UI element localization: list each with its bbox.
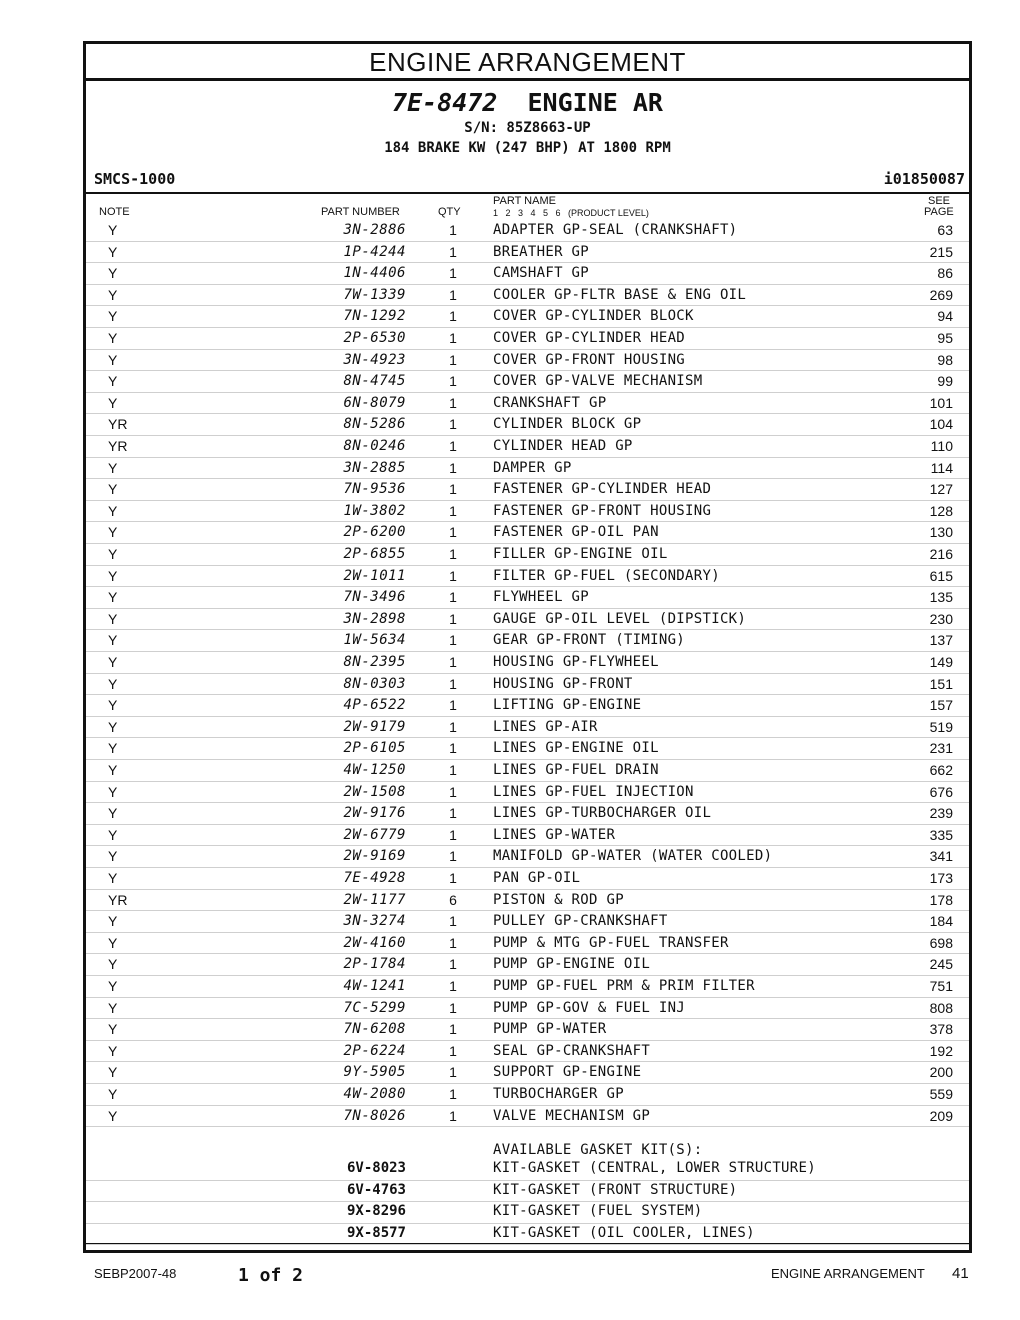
see-page-cell: 86 <box>937 265 953 282</box>
part-number-cell: 3N-3274 <box>343 913 406 930</box>
table-row <box>86 1040 969 1063</box>
table-row <box>86 608 969 631</box>
part-number-cell: 2W-6779 <box>343 826 406 843</box>
document-heading <box>86 88 969 158</box>
note-cell: Y <box>108 956 118 973</box>
part-number-cell: 2P-6200 <box>343 524 406 541</box>
table-row <box>86 586 969 609</box>
note-cell: Y <box>108 610 118 627</box>
column-header-qty: QTY <box>438 206 461 218</box>
serial-number: S/N: 85Z8663-UP <box>464 120 591 136</box>
note-cell: Y <box>108 589 118 606</box>
part-number-cell: 2W-1177 <box>343 891 406 908</box>
part-name-cell: SEAL GP-CRANKSHAFT <box>493 1042 651 1059</box>
qty-cell: 1 <box>449 934 457 951</box>
qty-cell: 1 <box>449 610 457 627</box>
note-cell: Y <box>108 934 118 951</box>
qty-cell: 1 <box>449 502 457 519</box>
model-line <box>86 88 969 118</box>
see-page-cell: 63 <box>937 222 953 238</box>
see-page-cell: 130 <box>929 524 953 541</box>
table-row <box>86 845 969 868</box>
qty-cell: 1 <box>449 459 457 476</box>
see-page-cell: 184 <box>929 913 953 930</box>
part-name-cell: LINES GP-FUEL DRAIN <box>493 762 659 778</box>
part-number-cell: 6N-8079 <box>343 394 406 411</box>
qty-cell: 1 <box>449 286 457 303</box>
part-number-cell: 2W-1011 <box>343 567 406 584</box>
gasket-kit-row <box>86 1223 969 1246</box>
table-row <box>86 802 969 825</box>
table-row <box>86 305 969 328</box>
smcs-code: SMCS-1000 <box>94 170 176 188</box>
table-row <box>86 932 969 955</box>
see-page-cell: 230 <box>929 610 953 627</box>
see-page-cell: 114 <box>930 459 953 476</box>
part-name-cell: LINES GP-AIR <box>493 718 598 735</box>
part-number-cell: 2P-1784 <box>343 956 406 973</box>
part-name-cell: HOUSING GP-FLYWHEEL <box>493 654 659 670</box>
qty-cell: 1 <box>449 762 457 778</box>
see-page-cell: 269 <box>929 286 953 303</box>
part-name-cell: CYLINDER BLOCK GP <box>493 416 642 433</box>
table-row <box>86 975 969 998</box>
table-row <box>86 737 969 760</box>
part-name-cell: GEAR GP-FRONT (TIMING) <box>493 632 686 649</box>
part-number-cell: 1W-5634 <box>343 632 406 649</box>
part-number-cell: 1P-4244 <box>343 243 406 260</box>
note-cell: Y <box>108 481 118 498</box>
kit-part-number: 9X-8577 <box>346 1224 406 1241</box>
kit-part-number: 9X-8296 <box>346 1203 406 1220</box>
kit-part-number: 6V-4763 <box>346 1181 406 1198</box>
gasket-kit-row <box>86 1158 969 1181</box>
part-name-cell: LINES GP-WATER <box>493 826 616 843</box>
see-page-cell: 178 <box>929 891 953 908</box>
table-row <box>86 457 969 480</box>
table-row <box>86 241 969 264</box>
note-cell: Y <box>108 546 118 562</box>
note-cell: Y <box>108 502 118 519</box>
part-number-cell: 2P-6105 <box>343 740 406 757</box>
note-cell: Y <box>108 740 118 757</box>
part-name-cell: BREATHER GP <box>493 243 590 260</box>
section-title-bar <box>86 44 969 81</box>
part-name-cell: FILTER GP-FUEL (SECONDARY) <box>493 567 720 584</box>
note-cell: Y <box>108 373 118 390</box>
see-page-cell: 149 <box>929 654 953 670</box>
qty-cell: 1 <box>449 438 457 454</box>
qty-cell: 1 <box>449 524 457 541</box>
section-title: ENGINE ARRANGEMENT <box>369 47 686 77</box>
part-number-cell: 3N-2898 <box>343 610 406 627</box>
part-name-cell: FLYWHEEL GP <box>493 589 590 606</box>
qty-cell: 1 <box>449 567 457 584</box>
table-row <box>86 651 969 674</box>
part-number-cell: 8N-0303 <box>343 675 406 692</box>
qty-cell: 1 <box>449 416 457 433</box>
column-header-note: NOTE <box>99 206 130 218</box>
note-cell: Y <box>108 654 118 670</box>
see-page-cell: 101 <box>929 394 953 411</box>
part-name-cell: PUMP GP-GOV & FUEL INJ <box>493 999 686 1016</box>
see-page-cell: 245 <box>929 956 953 973</box>
table-row <box>86 219 969 242</box>
table-row <box>86 543 969 566</box>
part-name-cell: LINES GP-FUEL INJECTION <box>493 783 694 800</box>
qty-cell: 1 <box>449 222 457 238</box>
part-number-cell: 2P-6530 <box>343 330 406 346</box>
qty-cell: 1 <box>449 373 457 390</box>
column-header-product-level: 1 2 3 4 5 6 (PRODUCT LEVEL) <box>493 208 649 218</box>
table-row <box>86 694 969 717</box>
qty-cell: 1 <box>449 978 457 994</box>
qty-cell: 1 <box>449 1021 457 1038</box>
qty-cell: 1 <box>449 243 457 260</box>
qty-cell: 1 <box>449 697 457 714</box>
note-cell: YR <box>108 438 128 454</box>
note-cell: Y <box>108 1042 118 1059</box>
header-divider <box>86 192 969 194</box>
part-name-cell: CYLINDER HEAD GP <box>493 438 633 454</box>
table-row <box>86 781 969 804</box>
part-name-cell: TURBOCHARGER GP <box>493 1086 624 1102</box>
see-page-cell: 676 <box>929 783 953 800</box>
note-cell: Y <box>108 394 118 411</box>
note-cell: Y <box>108 1064 118 1081</box>
qty-cell: 1 <box>449 1107 457 1124</box>
note-cell: Y <box>108 330 118 346</box>
qty-cell: 1 <box>449 1042 457 1059</box>
illustration-id: i01850087 <box>883 170 965 188</box>
part-name-cell: FILLER GP-ENGINE OIL <box>493 546 668 562</box>
gasket-kit-row <box>86 1201 969 1224</box>
see-page-cell: 104 <box>929 416 953 433</box>
table-row <box>86 953 969 976</box>
note-cell: Y <box>108 718 118 735</box>
qty-cell: 1 <box>449 999 457 1016</box>
note-cell: Y <box>108 243 118 260</box>
part-name-cell: PUMP GP-WATER <box>493 1021 607 1038</box>
see-page-cell: 341 <box>929 848 953 865</box>
see-page-cell: 157 <box>929 697 953 714</box>
part-number-cell: 7N-6208 <box>343 1021 406 1038</box>
see-page-cell: 239 <box>929 805 953 822</box>
qty-cell: 1 <box>449 1086 457 1102</box>
part-name-cell: FASTENER GP-CYLINDER HEAD <box>493 481 712 498</box>
see-page-cell: 808 <box>929 999 953 1016</box>
table-row <box>86 349 969 372</box>
qty-cell: 1 <box>449 351 457 368</box>
see-page-cell: 128 <box>929 502 953 519</box>
part-number-cell: 3N-2886 <box>343 222 406 238</box>
part-name-cell: SUPPORT GP-ENGINE <box>493 1064 642 1081</box>
part-name-cell: PAN GP-OIL <box>493 870 581 886</box>
part-number-cell: 4P-6522 <box>343 697 406 714</box>
kit-name: KIT-GASKET (FRONT STRUCTURE) <box>493 1181 738 1198</box>
table-row <box>86 824 969 847</box>
part-name-cell: VALVE MECHANISM GP <box>493 1107 651 1124</box>
note-cell: Y <box>108 762 118 778</box>
table-row <box>86 370 969 393</box>
footer-doc-id: SEBP2007-48 <box>94 1266 177 1281</box>
see-page-cell: 209 <box>929 1107 953 1124</box>
note-cell: Y <box>108 805 118 822</box>
see-page-cell: 231 <box>929 740 953 757</box>
part-name-cell: COOLER GP-FLTR BASE & ENG OIL <box>493 286 747 303</box>
column-header-part-name: PART NAME <box>493 195 556 207</box>
table-row <box>86 500 969 523</box>
qty-cell: 1 <box>449 956 457 973</box>
qty-cell: 1 <box>449 783 457 800</box>
part-name-cell: DAMPER GP <box>493 459 572 476</box>
table-row <box>86 716 969 739</box>
qty-cell: 1 <box>449 308 457 325</box>
part-number-cell: 4W-1241 <box>343 978 406 994</box>
column-header-page: PAGE <box>924 206 954 218</box>
footer-page-of: 1 of 2 <box>238 1265 304 1286</box>
see-page-cell: 127 <box>929 481 953 498</box>
bottom-divider <box>86 1243 969 1244</box>
qty-cell: 1 <box>449 330 457 346</box>
qty-cell: 1 <box>449 913 457 930</box>
model-name: ENGINE AR <box>527 88 663 117</box>
qty-cell: 1 <box>449 394 457 411</box>
part-name-cell: COVER GP-CYLINDER BLOCK <box>493 308 694 325</box>
part-name-cell: PUMP GP-FUEL PRM & PRIM FILTER <box>493 978 755 994</box>
note-cell: YR <box>108 891 128 908</box>
part-name-cell: GAUGE GP-OIL LEVEL (DIPSTICK) <box>493 610 747 627</box>
note-cell: Y <box>108 567 118 584</box>
table-row <box>86 1061 969 1084</box>
note-cell: Y <box>108 308 118 325</box>
part-name-cell: PUMP GP-ENGINE OIL <box>493 956 651 973</box>
kit-part-number: 6V-8023 <box>346 1160 406 1176</box>
note-cell: Y <box>108 675 118 692</box>
see-page-cell: 95 <box>937 330 953 346</box>
part-number-cell: 2P-6224 <box>343 1042 406 1059</box>
part-number-cell: 2W-9169 <box>343 848 406 865</box>
table-row <box>86 435 969 458</box>
kit-name: KIT-GASKET (OIL COOLER, LINES) <box>493 1224 755 1241</box>
qty-cell: 1 <box>449 1064 457 1081</box>
see-page-cell: 192 <box>929 1042 953 1059</box>
part-name-cell: PUMP & MTG GP-FUEL TRANSFER <box>493 934 729 951</box>
see-page-cell: 335 <box>929 826 953 843</box>
note-cell: Y <box>108 870 118 886</box>
qty-cell: 1 <box>449 848 457 865</box>
kit-name: KIT-GASKET (CENTRAL, LOWER STRUCTURE) <box>493 1160 816 1176</box>
see-page-cell: 216 <box>929 546 953 562</box>
note-cell: Y <box>108 459 118 476</box>
note-cell: Y <box>108 978 118 994</box>
part-name-cell: PISTON & ROD GP <box>493 891 624 908</box>
qty-cell: 1 <box>449 870 457 886</box>
table-row <box>86 673 969 696</box>
note-cell: Y <box>108 999 118 1016</box>
see-page-cell: 173 <box>929 870 953 886</box>
note-cell: Y <box>108 265 118 282</box>
table-row <box>86 1105 969 1128</box>
table-row <box>86 392 969 415</box>
note-cell: Y <box>108 913 118 930</box>
qty-cell: 1 <box>449 589 457 606</box>
part-number-cell: 7N-1292 <box>343 308 406 325</box>
table-row <box>86 759 969 782</box>
qty-cell: 1 <box>449 675 457 692</box>
part-name-cell: ADAPTER GP-SEAL (CRANKSHAFT) <box>493 222 738 238</box>
table-row <box>86 889 969 912</box>
part-number-cell: 2W-4160 <box>343 934 406 951</box>
note-cell: Y <box>108 848 118 865</box>
part-number-cell: 4W-1250 <box>343 762 406 778</box>
part-name-cell: CAMSHAFT GP <box>493 265 590 282</box>
table-row <box>86 327 969 350</box>
part-number-cell: 3N-2885 <box>343 459 406 476</box>
table-row <box>86 997 969 1020</box>
see-page-cell: 378 <box>929 1021 953 1038</box>
note-cell: Y <box>108 632 118 649</box>
footer-section: ENGINE ARRANGEMENT <box>771 1266 925 1281</box>
see-page-cell: 698 <box>929 934 953 951</box>
table-row <box>86 478 969 501</box>
note-cell: YR <box>108 416 128 433</box>
part-number-cell: 1W-3802 <box>343 502 406 519</box>
qty-cell: 1 <box>449 718 457 735</box>
qty-cell: 1 <box>449 265 457 282</box>
part-name-cell: LINES GP-TURBOCHARGER OIL <box>493 805 712 822</box>
part-number-cell: 2P-6855 <box>343 546 406 562</box>
part-number-cell: 4W-2080 <box>343 1086 406 1102</box>
part-number-cell: 7N-9536 <box>343 481 406 498</box>
power-rating: 184 BRAKE KW (247 BHP) AT 1800 RPM <box>384 140 671 156</box>
part-number-cell: 7N-3496 <box>343 589 406 606</box>
see-page-cell: 137 <box>929 632 953 649</box>
part-number-cell: 8N-2395 <box>343 654 406 670</box>
footer-page-number: 41 <box>952 1265 969 1282</box>
part-name-cell: FASTENER GP-FRONT HOUSING <box>493 502 712 519</box>
kit-name: KIT-GASKET (FUEL SYSTEM) <box>493 1203 703 1220</box>
table-row <box>86 629 969 652</box>
note-cell: Y <box>108 1086 118 1102</box>
gasket-kit-row <box>86 1180 969 1203</box>
note-cell: Y <box>108 222 118 238</box>
qty-cell: 1 <box>449 740 457 757</box>
note-cell: Y <box>108 1021 118 1038</box>
column-header-see: SEE <box>928 195 951 207</box>
see-page-cell: 94 <box>937 308 953 325</box>
see-page-cell: 751 <box>929 978 953 994</box>
note-cell: Y <box>108 286 118 303</box>
see-page-cell: 200 <box>929 1064 953 1081</box>
part-name-cell: HOUSING GP-FRONT <box>493 675 633 692</box>
part-name-cell: MANIFOLD GP-WATER (WATER COOLED) <box>493 848 773 865</box>
table-row <box>86 867 969 890</box>
table-row <box>86 565 969 588</box>
part-number-cell: 9Y-5905 <box>343 1064 406 1081</box>
see-page-cell: 519 <box>929 718 953 735</box>
gasket-kit-title: AVAILABLE GASKET KIT(S): <box>493 1142 703 1158</box>
part-number-cell: 2W-1508 <box>343 783 406 800</box>
note-cell: Y <box>108 351 118 368</box>
table-row <box>86 521 969 544</box>
see-page-cell: 110 <box>930 438 953 454</box>
note-cell: Y <box>108 826 118 843</box>
part-number-cell: 8N-5286 <box>343 416 406 433</box>
model-number: 7E-8472 <box>392 88 498 117</box>
part-name-cell: COVER GP-CYLINDER HEAD <box>493 330 686 346</box>
see-page-cell: 615 <box>929 567 953 584</box>
part-name-cell: PULLEY GP-CRANKSHAFT <box>493 913 668 930</box>
note-cell: Y <box>108 524 118 541</box>
table-row <box>86 284 969 307</box>
column-header-part-number: PART NUMBER <box>321 206 400 218</box>
part-number-cell: 3N-4923 <box>343 351 406 368</box>
qty-cell: 6 <box>449 891 457 908</box>
part-name-cell: LIFTING GP-ENGINE <box>493 697 642 714</box>
part-number-cell: 2W-9176 <box>343 805 406 822</box>
part-number-cell: 2W-9179 <box>343 718 406 735</box>
part-number-cell: 7E-4928 <box>343 870 406 886</box>
see-page-cell: 135 <box>929 589 953 606</box>
see-page-cell: 559 <box>929 1086 953 1102</box>
part-number-cell: 1N-4406 <box>343 265 406 282</box>
qty-cell: 1 <box>449 546 457 562</box>
qty-cell: 1 <box>449 826 457 843</box>
see-page-cell: 662 <box>929 762 953 778</box>
qty-cell: 1 <box>449 654 457 670</box>
see-page-cell: 98 <box>937 351 953 368</box>
part-number-cell: 7N-8026 <box>343 1107 406 1124</box>
part-number-cell: 7C-5299 <box>343 999 406 1016</box>
see-page-cell: 215 <box>929 243 953 260</box>
part-number-cell: 8N-4745 <box>343 373 406 390</box>
table-row <box>86 1083 969 1106</box>
see-page-cell: 151 <box>929 675 953 692</box>
note-cell: Y <box>108 1107 118 1124</box>
table-row <box>86 413 969 436</box>
qty-cell: 1 <box>449 632 457 649</box>
table-row <box>86 1018 969 1041</box>
qty-cell: 1 <box>449 805 457 822</box>
note-cell: Y <box>108 697 118 714</box>
part-name-cell: COVER GP-FRONT HOUSING <box>493 351 686 368</box>
table-row <box>86 262 969 285</box>
part-number-cell: 8N-0246 <box>343 438 406 454</box>
part-name-cell: CRANKSHAFT GP <box>493 394 607 411</box>
part-number-cell: 7W-1339 <box>343 286 406 303</box>
part-name-cell: LINES GP-ENGINE OIL <box>493 740 659 757</box>
qty-cell: 1 <box>449 481 457 498</box>
see-page-cell: 99 <box>937 373 953 390</box>
table-row <box>86 910 969 933</box>
note-cell: Y <box>108 783 118 800</box>
part-name-cell: COVER GP-VALVE MECHANISM <box>493 373 703 390</box>
part-name-cell: FASTENER GP-OIL PAN <box>493 524 659 541</box>
parts-list-frame <box>83 41 972 1253</box>
